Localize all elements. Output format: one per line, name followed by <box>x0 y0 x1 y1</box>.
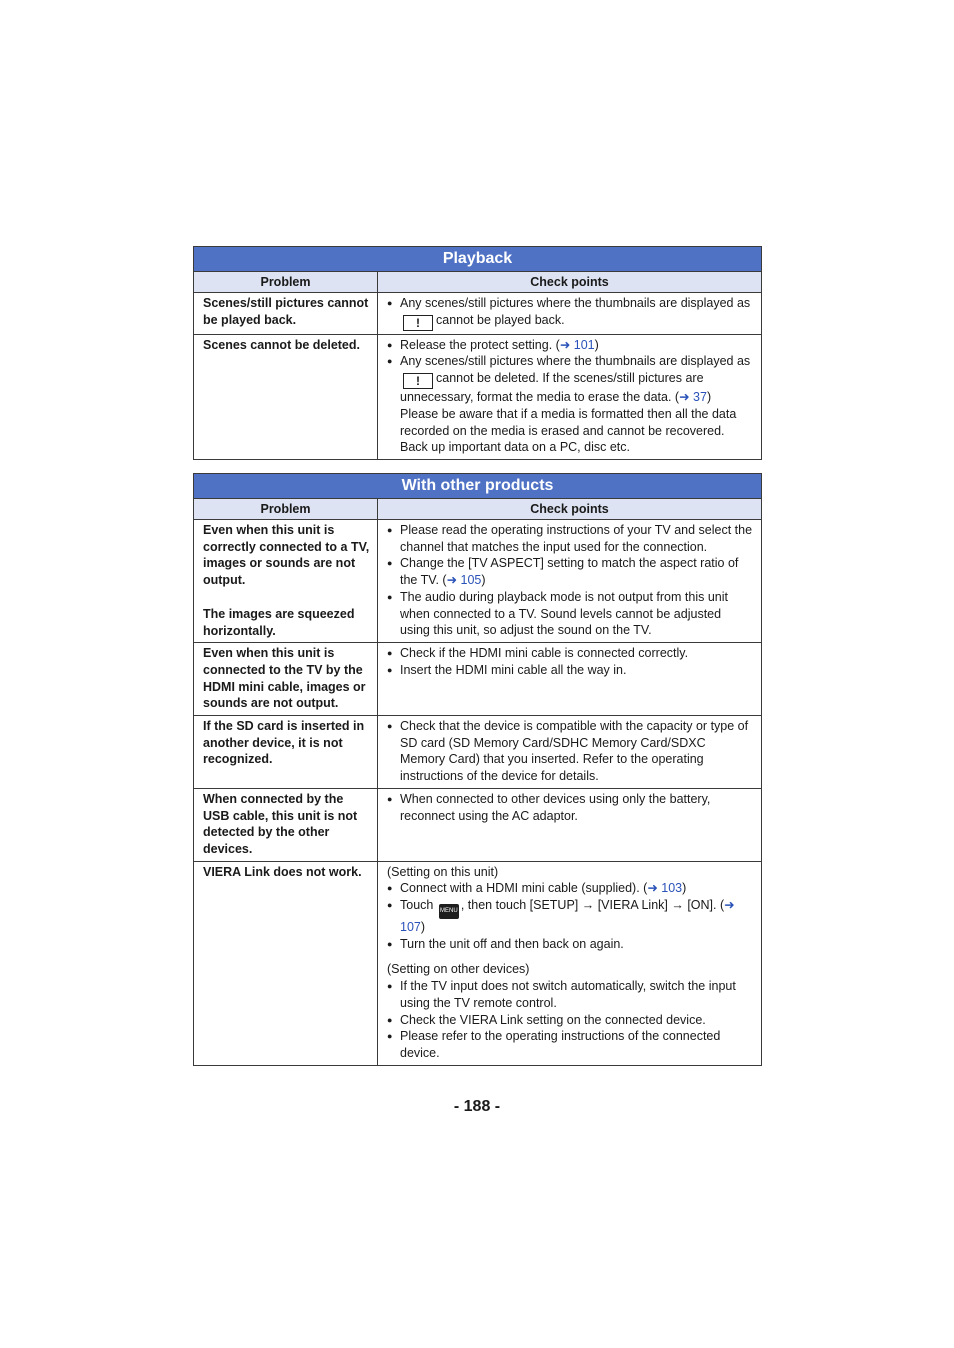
check-item: ● Please read the operating instructions of your TV and select the channel that matches the input used for the connection. <box>387 522 753 555</box>
problem-cell: Scenes/still pictures cannot be played back. <box>194 293 378 335</box>
table-row <box>194 520 762 643</box>
problem-cell: Even when this unit is connected to the TV by the HDMI mini cable, images or sounds are not output. <box>194 643 378 716</box>
page-link-101[interactable]: ➜ 101 <box>559 337 595 352</box>
check-points-cell <box>378 861 762 1065</box>
other-products-table <box>193 473 762 1066</box>
check-points-cell <box>378 716 762 789</box>
check-item: ● Insert the HDMI mini cable all the way in. <box>387 662 753 679</box>
warning-thumbnail-icon: ! <box>403 315 433 331</box>
problem-cell: Even when this unit is correctly connected to a TV, images or sounds are not output. The images are squeezed horizontally. <box>194 520 378 643</box>
column-header-check-points: Check points <box>378 499 762 520</box>
note-setting-this-unit: (Setting on this unit) <box>387 864 499 879</box>
table-row <box>194 293 762 335</box>
warning-thumbnail-icon: ! <box>403 373 433 389</box>
column-header-check-points: Check points <box>378 272 762 293</box>
check-item: ● Check if the HDMI mini cable is connected correctly. <box>387 645 753 662</box>
playback-table <box>193 246 762 460</box>
check-item: ● Check that the device is compatible with the capacity or type of SD card (SD Memory Card/SDHC Memory Card/SDXC Memory Card) that you inserted. Refer to the operating instructions of the device for details. <box>387 718 753 785</box>
page-link-103[interactable]: ➜ 103 <box>647 881 683 896</box>
section-title-playback: Playback <box>194 247 762 272</box>
table-row <box>194 788 762 861</box>
problem-cell: Scenes cannot be deleted. <box>194 334 378 459</box>
check-item: ● If the TV input does not switch automatically, switch the input using the TV remote control. <box>387 978 753 1011</box>
check-item: ● Any scenes/still pictures where the thumbnails are displayed as! cannot be played back. <box>387 295 753 331</box>
check-item: ● Touch MENU , then touch [SETUP] → [VIERA Link] → [ON]. (➜ 107) <box>387 897 753 936</box>
check-item: ● Any scenes/still pictures where the thumbnails are displayed as! cannot be deleted. If the scenes/still pictures are unnecessary, format the media to erase the data. (➜ 37) Please be aware that if a media is formatted then all the data recorded on the media is erased and cannot be recovered. Back up important data on a PC, disc etc. <box>387 353 753 456</box>
check-item: ● Change the [TV ASPECT] setting to match the aspect ratio of the TV. (➜ 105) <box>387 555 753 588</box>
problem-cell: When connected by the USB cable, this unit is not detected by the other devices. <box>194 788 378 861</box>
page-link-105[interactable]: ➜ 105 <box>446 573 482 588</box>
table-row <box>194 643 762 716</box>
check-item: ● Please refer to the operating instructions of the connected device. <box>387 1028 753 1061</box>
page-link-37[interactable]: ➜ 37 <box>679 390 707 405</box>
check-points-cell <box>378 293 762 335</box>
check-item: ● Connect with a HDMI mini cable (supplied). (➜ 103) <box>387 880 753 897</box>
check-points-cell <box>378 643 762 716</box>
problem-cell: If the SD card is inserted in another device, it is not recognized. <box>194 716 378 789</box>
check-item: ● The audio during playback mode is not output from this unit when connected to a TV. Sound levels cannot be adjusted using this unit, so adjust the sound on the TV. <box>387 589 753 639</box>
table-row <box>194 861 762 1065</box>
problem-cell: VIERA Link does not work. <box>194 861 378 1065</box>
check-points-cell <box>378 788 762 861</box>
menu-icon: MENU <box>439 904 459 919</box>
check-item: ● When connected to other devices using only the battery, reconnect using the AC adaptor. <box>387 791 753 824</box>
check-item: ● Turn the unit off and then back on again. <box>387 936 753 953</box>
check-item: ● Check the VIERA Link setting on the connected device. <box>387 1012 753 1029</box>
page-number: - 188 - <box>453 1098 501 1115</box>
check-item: ● Release the protect setting. (➜ 101) <box>387 337 753 354</box>
check-points-cell <box>378 334 762 459</box>
check-points-cell <box>378 520 762 643</box>
column-header-problem: Problem <box>194 272 378 293</box>
column-header-problem: Problem <box>194 499 378 520</box>
note-setting-other-devices: (Setting on other devices) <box>387 962 530 977</box>
table-row <box>194 334 762 459</box>
page-link-107[interactable]: ➜ 107 <box>400 898 735 935</box>
table-row <box>194 716 762 789</box>
section-title-other-products: With other products <box>194 474 762 499</box>
